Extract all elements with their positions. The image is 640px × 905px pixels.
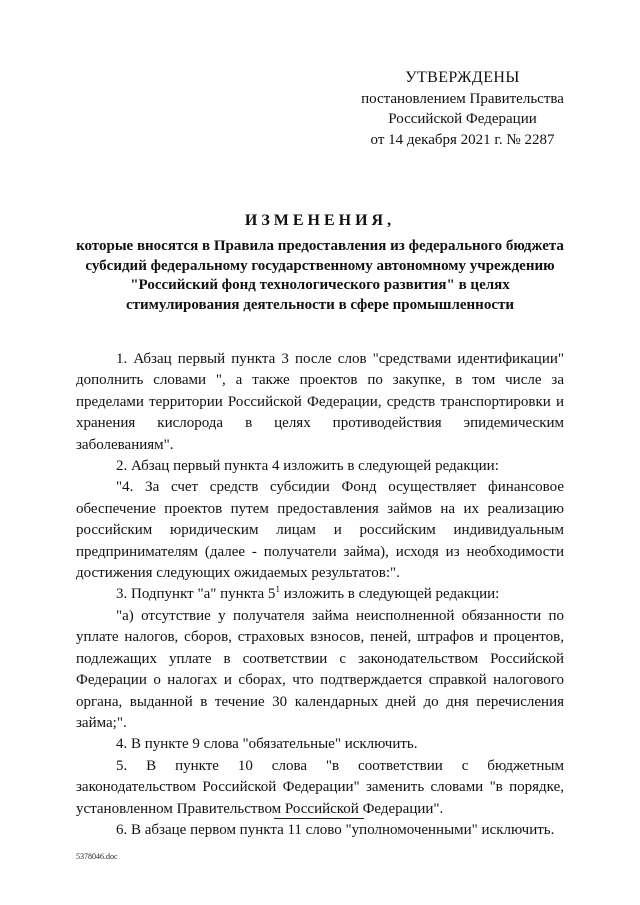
paragraph-text: изложить в следующей редакции:	[279, 586, 500, 603]
document-id: 5378046.doc	[76, 852, 118, 861]
approval-line: Российской Федерации	[388, 111, 537, 127]
paragraph: 6. В абзаце первом пункта 11 слово "уполномоченными" исключить.	[116, 821, 555, 838]
approval-heading: УТВЕРЖДЕНЫ	[405, 69, 520, 86]
paragraph: 2. Абзац первый пункта 4 изложить в следующей редакции:	[116, 458, 499, 475]
paragraph: 1. Абзац первый пункта 3 после слов "средствами идентификации" дополнить словами ", а также проектов по закупке, в том числе за пределами территории Российской Федерации, средств транспортировки и хранения кислорода в целях противодействия эпидемическим заболеваниям".	[76, 351, 564, 453]
superscript: 1	[275, 584, 280, 595]
paragraph: "а) отсутствие у получателя займа неисполненной обязанности по уплате налогов, сборов, страховых взносов, пеней, штрафов и процентов, подлежащих уплате в соответствии с законодательством Российской Федерации о налогах и сборах, что подтверждается справкой налогового органа, выданной в течение 30 календарных дней до дня перечисления займа;".	[76, 607, 564, 731]
paragraph-text: 3. Подпункт "а" пункта 5	[116, 586, 276, 603]
separator-line	[274, 818, 364, 819]
approval-date-number: от 14 декабря 2021 г. № 2287	[370, 131, 555, 148]
paragraph: 4. В пункте 9 слова "обязательные" исключить.	[116, 736, 418, 753]
document-title: ИЗМЕНЕНИЯ,	[244, 212, 396, 229]
document-subtitle: которые вносятся в Правила предоставления из федерального бюджета субсидий федеральному государственному автономному учреждению "Российский фонд технологического развития" в целях стимулирования деятельности в сфере промышленности	[76, 238, 564, 313]
paragraph: 5. В пункте 10 слова "в соответствии с бюджетным законодательством Российской Федерации" заменить словами "в порядке, установленном Правительством Российской Федерации".	[76, 757, 564, 817]
paragraph: "4. За счет средств субсидии Фонд осуществляет финансовое обеспечение проектов путем предоставления займов на их реализацию российским юридическим лицам и российским индивидуальным предпринимателям (далее - получатели займа), исходя из необходимости достижения следующих ожидаемых результатов:".	[76, 479, 564, 582]
paragraph	[76, 584, 564, 605]
approval-line: постановлением Правительства	[361, 90, 564, 107]
document-body	[76, 349, 564, 841]
approval-block	[355, 68, 570, 150]
